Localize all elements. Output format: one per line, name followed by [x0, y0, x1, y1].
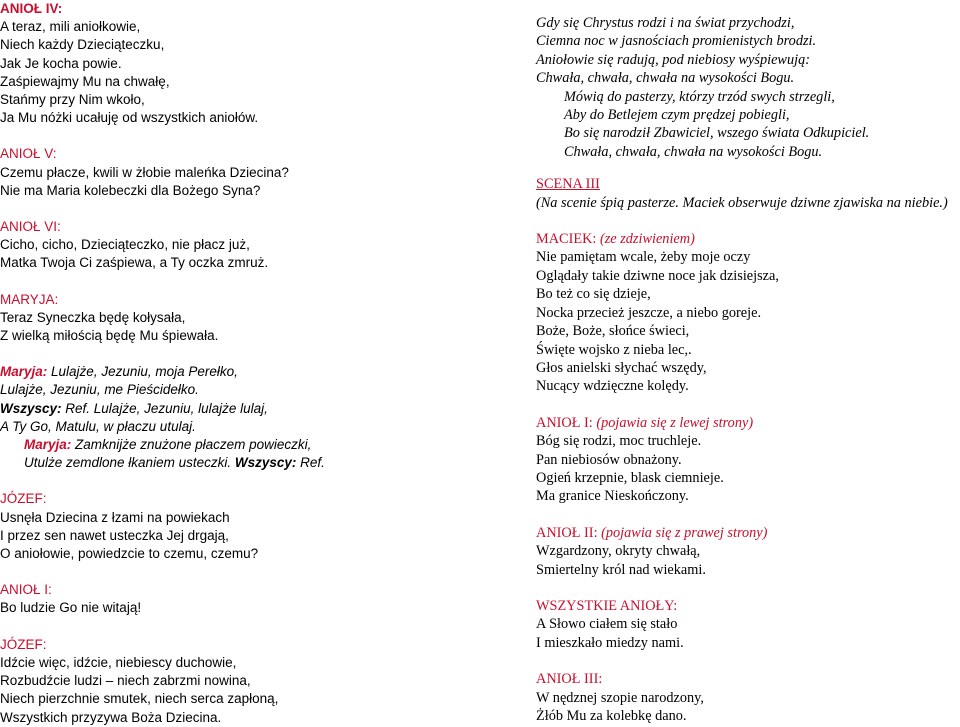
verse-line: A Słowo ciałem się stało	[536, 616, 678, 633]
carol-line: Gdy się Chrystus rodzi i na świat przychodzi,	[536, 15, 795, 31]
speaker-heading: ANIOŁ IV:	[0, 1, 63, 16]
verse-line: Bo też co się dzieje,	[536, 286, 651, 303]
carol-line: Chwała, chwała, chwała na wysokości Bogu.	[564, 143, 823, 160]
verse-line: Niech każdy Dzieciąteczku,	[0, 37, 165, 53]
verse-line: Nie ma Maria kolebeczki dla Bożego Syna?	[0, 182, 261, 198]
speaker-heading: JÓZEF:	[0, 491, 47, 507]
aniol6-block	[0, 218, 470, 273]
aniol1-block	[536, 414, 960, 506]
verse-line: W nędznej szopie narodzony,	[536, 689, 704, 706]
song-text: Ref.	[296, 455, 325, 471]
verse-line: Ogień krzepnie, blask ciemnieje.	[536, 469, 724, 486]
verse-line: I mieszkało miedzy nami.	[536, 634, 684, 651]
verse-line: Czemu płacze, kwili w żłobie maleńka Dziecina?	[0, 164, 289, 180]
maryja-block	[0, 291, 470, 346]
verse-line: Nie pamiętam wcale, żeby moje oczy	[536, 249, 751, 266]
verse-line: Święte wojsko z nieba lec,.	[536, 341, 692, 358]
carol-line: Ciemna noc w jasnościach promienistych brodzi.	[536, 33, 817, 50]
scene-heading: SCENA III	[536, 176, 600, 193]
verse-line: Z wielką miłością będę Mu śpiewała.	[0, 328, 219, 344]
speaker-heading: MACIEK:	[536, 231, 597, 248]
song-line: A Ty Go, Matulu, w płaczu utulaj.	[0, 418, 196, 434]
aniol4-block	[0, 0, 470, 127]
verse-line: Bo ludzie Go nie witają!	[0, 600, 142, 616]
song-text: Utulże zemdlone łkaniem usteczki.	[24, 455, 235, 471]
verse-line: Boże, Boże, słońce świeci,	[536, 323, 690, 340]
carol-line: Mówią do pasterzy, którzy trzód swych strzegli,	[564, 88, 835, 105]
stage-direction: (Na scenie śpią pasterze. Maciek obserwuje dziwne zjawiska na niebie.)	[536, 194, 948, 211]
verse-line: Nocka przecież jeszcze, a niebo goreje.	[536, 304, 762, 321]
song-line	[0, 436, 470, 454]
verse-line: Niech pierzchnie smutek, niech serca zapłoną,	[0, 691, 279, 707]
lullaby-block	[0, 363, 470, 472]
speaker-label: Maryja:	[24, 437, 72, 453]
speaker-heading: ANIOŁ V:	[0, 146, 57, 162]
speaker-heading: ANIOŁ I:	[536, 414, 593, 431]
verse-line: Teraz Syneczka będę kołysała,	[0, 309, 186, 325]
jozef2-block	[0, 636, 470, 727]
verse-line: Usnęła Dziecina z łzami na powiekach	[0, 509, 230, 525]
song-text: Zamknijże znużone płaczem powieczki,	[71, 437, 312, 453]
verse-line: I przez sen nawet usteczka Jej drgają,	[0, 527, 229, 543]
verse-line: Idźcie więc, idźcie, niebiescy duchowie,	[0, 654, 237, 670]
song-text: Lulajże, Jezuniu, moja Perełko,	[47, 364, 238, 380]
verse-line: Wzgardzony, okryty chwałą,	[536, 543, 701, 560]
carol-block	[536, 14, 960, 161]
song-line: Lulajże, Jezuniu, me Pieścidełko.	[0, 382, 199, 398]
speaker-heading: ANIOŁ VI:	[0, 219, 61, 235]
verse-line: Oglądały takie dziwne noce jak dzisiejsza,	[536, 267, 779, 284]
verse-line: Wszystkich przyzywa Boża Dziecina.	[0, 709, 222, 725]
song-line	[0, 363, 470, 381]
aniol2-block	[536, 524, 960, 579]
verse-line: Smiertelny król nad wiekami.	[536, 561, 706, 578]
speaker-heading: ANIOŁ III:	[536, 671, 603, 688]
speaker-label: Wszyscy:	[0, 400, 62, 416]
maciek-block	[536, 230, 960, 396]
verse-line: Bóg się rodzi, moc truchleje.	[536, 433, 702, 450]
song-text: Ref. Lulajże, Jezuniu, lulajże lulaj,	[61, 400, 268, 416]
stage-direction: (pojawia się z lewej strony)	[592, 414, 754, 431]
verse-line: Stańmy przy Nim wkoło,	[0, 92, 145, 108]
right-column	[536, 14, 960, 725]
verse-line: Cicho, cicho, Dzieciąteczko, nie płacz już,	[0, 237, 250, 253]
carol-line: Aby do Betlejem czym prędzej pobiegli,	[564, 107, 790, 124]
carol-line: Bo się narodził Zbawiciel, wszego świata Odkupiciel.	[564, 125, 870, 142]
stage-direction: (pojawia się z prawej strony)	[597, 524, 768, 541]
stage-direction: (ze zdziwieniem)	[596, 231, 695, 248]
aniol3-block	[536, 670, 960, 725]
aniol5-block	[0, 145, 470, 200]
speaker-line	[536, 524, 960, 542]
speaker-heading: MARYJA:	[0, 291, 59, 307]
jozef1-block	[0, 490, 470, 563]
song-line	[0, 400, 470, 418]
speaker-line	[536, 230, 960, 248]
song-line	[0, 454, 470, 472]
verse-line: O aniołowie, powiedzcie to czemu, czemu?	[0, 546, 259, 562]
carol-line: Aniołowie się radują, pod niebiosy wyśpiewują:	[536, 51, 811, 68]
left-column	[0, 0, 470, 727]
verse-line: Głos anielski słychać wszędy,	[536, 359, 707, 376]
speaker-heading: JÓZEF:	[0, 636, 47, 652]
all-angels-block	[536, 597, 960, 652]
verse-line: Matka Twoja Ci zaśpiewa, a Ty oczka zmruż.	[0, 255, 269, 271]
verse-line: Nucący wdzięczne kolędy.	[536, 378, 689, 395]
speaker-label: Maryja:	[0, 364, 48, 380]
scene-block	[536, 175, 960, 212]
verse-line: Jak Je kocha powie.	[0, 55, 122, 71]
speaker-heading: ANIOŁ I:	[0, 582, 52, 598]
speaker-label: Wszyscy:	[234, 455, 297, 471]
verse-line: Zaśpiewajmy Mu na chwałę,	[0, 73, 170, 89]
speaker-heading: WSZYSTKIE ANIOŁY:	[536, 597, 678, 614]
verse-line: Pan niebiosów obnażony.	[536, 451, 682, 468]
verse-line: Żłób Mu za kolebkę dano.	[536, 708, 687, 724]
speaker-line	[536, 414, 960, 432]
verse-line: A teraz, mili aniołkowie,	[0, 19, 141, 35]
verse-line: Ma granice Nieskończony.	[536, 488, 689, 505]
aniol1-block	[0, 581, 470, 617]
verse-line: Ja Mu nóżki ucałuję od wszystkich aniołów.	[0, 110, 259, 126]
carol-line: Chwała, chwała, chwała na wysokości Bogu.	[536, 70, 795, 87]
verse-line: Rozbudźcie ludzi – niech zabrzmi nowina,	[0, 673, 251, 689]
speaker-heading: ANIOŁ II:	[536, 524, 598, 541]
